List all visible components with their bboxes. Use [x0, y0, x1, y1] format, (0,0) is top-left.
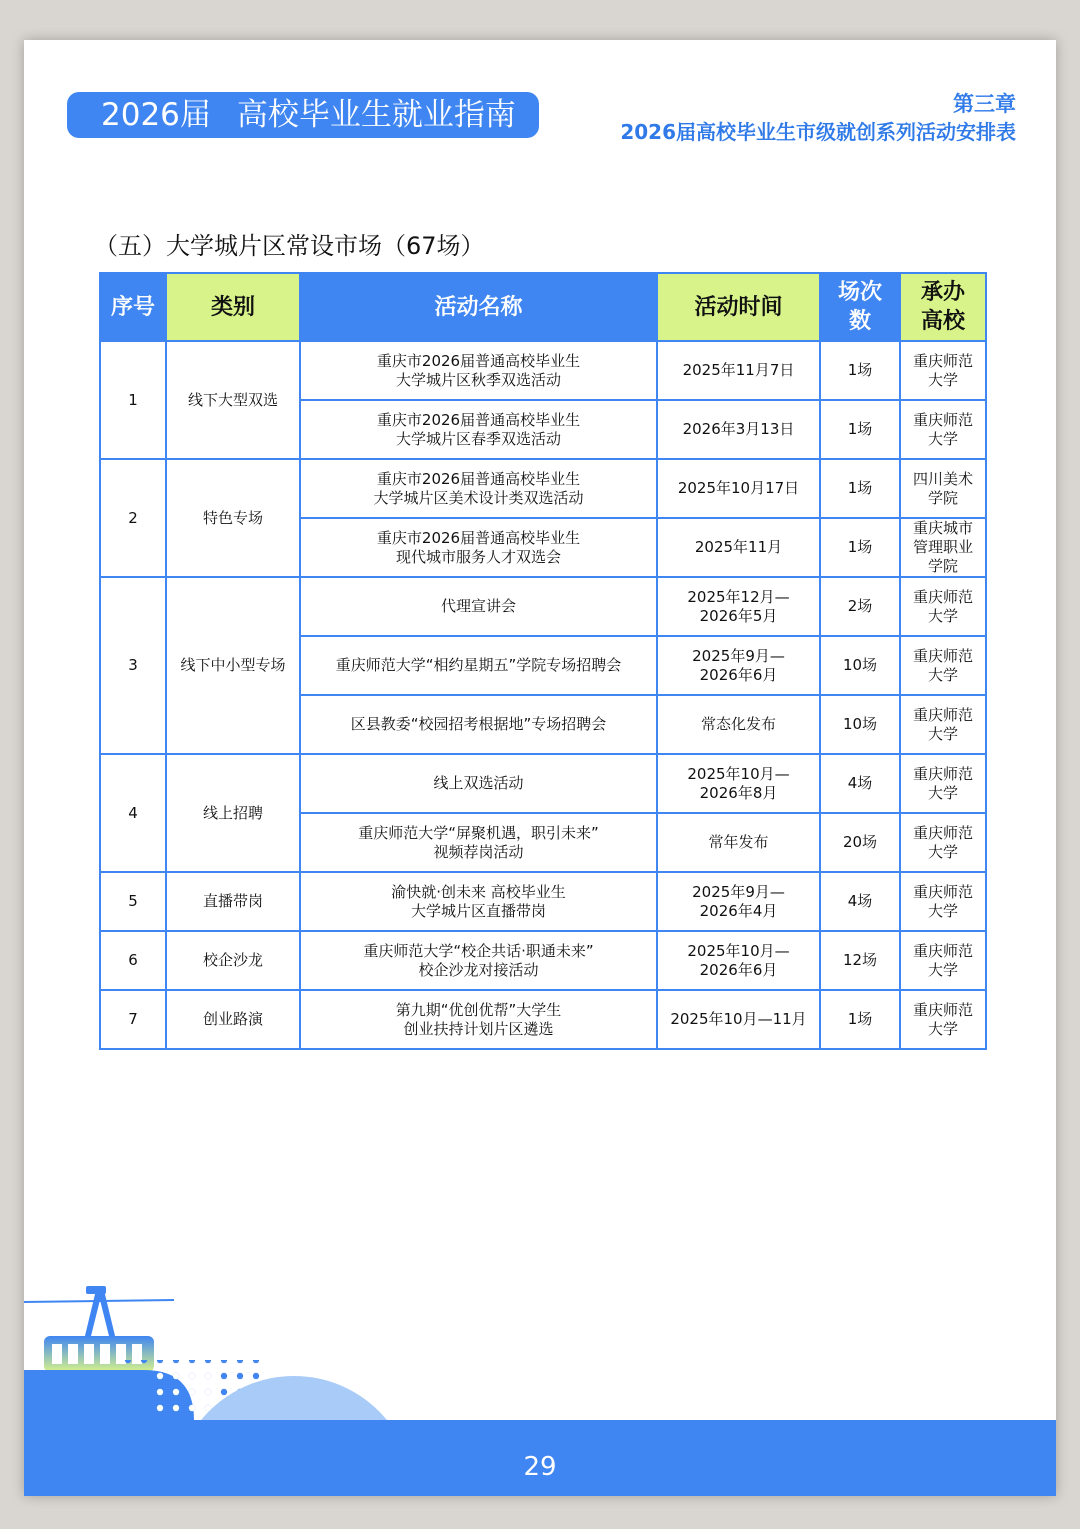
cell-count: 1场 [820, 459, 900, 518]
cell-no: 5 [100, 872, 166, 931]
cell-host: 重庆师范 大学 [900, 695, 986, 754]
cell-host: 重庆师范 大学 [900, 400, 986, 459]
table-row [100, 459, 986, 518]
guide-year: 2026届 [101, 97, 211, 133]
cell-category: 直播带岗 [166, 872, 300, 931]
table-row [100, 872, 986, 931]
chapter-subtitle: 2026届高校毕业生市级就创系列活动安排表 [620, 120, 1016, 144]
cell-no: 1 [100, 341, 166, 459]
cell-time: 2025年10月— 2026年6月 [657, 931, 820, 990]
section-title: （五）大学城片区常设市场（67场） [94, 232, 485, 260]
cell-no: 7 [100, 990, 166, 1049]
activity-table [99, 272, 987, 1050]
header-time: 活动时间 [657, 273, 820, 341]
header-no: 序号 [100, 273, 166, 341]
cell-host: 重庆师范 大学 [900, 872, 986, 931]
header-name: 活动名称 [300, 273, 657, 341]
header-category: 类别 [166, 273, 300, 341]
cell-host: 重庆师范 大学 [900, 931, 986, 990]
cell-time: 2025年11月 [657, 518, 820, 577]
cell-category: 校企沙龙 [166, 931, 300, 990]
table-row [100, 577, 986, 636]
page-number: 29 [523, 1452, 557, 1482]
table-row [100, 931, 986, 990]
cell-count: 20场 [820, 813, 900, 872]
cell-host: 重庆师范 大学 [900, 636, 986, 695]
cell-no: 3 [100, 577, 166, 754]
cell-count: 4场 [820, 872, 900, 931]
cell-category: 线上招聘 [166, 754, 300, 872]
cell-name: 重庆师范大学“相约星期五”学院专场招聘会 [300, 636, 657, 695]
cell-no: 4 [100, 754, 166, 872]
cell-name: 重庆市2026届普通高校毕业生 大学城片区秋季双选活动 [300, 341, 657, 400]
cell-name: 渝快就·创未来 高校毕业生 大学城片区直播带岗 [300, 872, 657, 931]
chapter-heading [620, 90, 1016, 146]
cell-host: 重庆师范 大学 [900, 577, 986, 636]
cell-time: 2026年3月13日 [657, 400, 820, 459]
cell-host: 重庆师范 大学 [900, 754, 986, 813]
chapter-number: 第三章 [953, 92, 1016, 116]
cell-host: 重庆师范 大学 [900, 813, 986, 872]
cell-name: 重庆市2026届普通高校毕业生 现代城市服务人才双选会 [300, 518, 657, 577]
table-header-row [100, 273, 986, 341]
cell-time: 2025年10月17日 [657, 459, 820, 518]
cell-time: 2025年10月— 2026年8月 [657, 754, 820, 813]
cell-count: 10场 [820, 636, 900, 695]
cell-category: 特色专场 [166, 459, 300, 577]
cell-host: 四川美术 学院 [900, 459, 986, 518]
table-row [100, 754, 986, 813]
cell-count: 1场 [820, 990, 900, 1049]
table-row [100, 341, 986, 400]
cell-name: 重庆市2026届普通高校毕业生 大学城片区美术设计类双选活动 [300, 459, 657, 518]
cell-host: 重庆师范 大学 [900, 990, 986, 1049]
cell-category: 创业路演 [166, 990, 300, 1049]
cell-name: 重庆师范大学“屏聚机遇，职引未来” 视频荐岗活动 [300, 813, 657, 872]
document-page [24, 40, 1056, 1496]
cell-time: 2025年9月— 2026年6月 [657, 636, 820, 695]
cell-category: 线下大型双选 [166, 341, 300, 459]
cell-name: 区县教委“校园招考根据地”专场招聘会 [300, 695, 657, 754]
cell-name: 第九期“优创优帮”大学生 创业扶持计划片区遴选 [300, 990, 657, 1049]
guide-title-banner [67, 92, 539, 138]
cell-count: 1场 [820, 400, 900, 459]
cell-count: 4场 [820, 754, 900, 813]
cell-time: 常年发布 [657, 813, 820, 872]
cell-host: 重庆城市 管理职业 学院 [900, 518, 986, 577]
cell-time: 2025年10月—11月 [657, 990, 820, 1049]
cell-time: 2025年9月— 2026年4月 [657, 872, 820, 931]
guide-title: 高校毕业生就业指南 [236, 97, 516, 133]
cell-name: 代理宣讲会 [300, 577, 657, 636]
cell-host: 重庆师范 大学 [900, 341, 986, 400]
header-host: 承办 高校 [900, 273, 986, 341]
cell-time: 2025年12月— 2026年5月 [657, 577, 820, 636]
cell-name: 线上双选活动 [300, 754, 657, 813]
cell-count: 1场 [820, 341, 900, 400]
cell-name: 重庆师范大学“校企共话·职通未来” 校企沙龙对接活动 [300, 931, 657, 990]
cell-count: 2场 [820, 577, 900, 636]
cell-time: 常态化发布 [657, 695, 820, 754]
cell-no: 2 [100, 459, 166, 577]
cell-time: 2025年11月7日 [657, 341, 820, 400]
table-row [100, 990, 986, 1049]
cell-category: 线下中小型专场 [166, 577, 300, 754]
cell-no: 6 [100, 931, 166, 990]
cell-count: 12场 [820, 931, 900, 990]
header-count: 场次 数 [820, 273, 900, 341]
cell-count: 1场 [820, 518, 900, 577]
cell-name: 重庆市2026届普通高校毕业生 大学城片区春季双选活动 [300, 400, 657, 459]
cell-count: 10场 [820, 695, 900, 754]
